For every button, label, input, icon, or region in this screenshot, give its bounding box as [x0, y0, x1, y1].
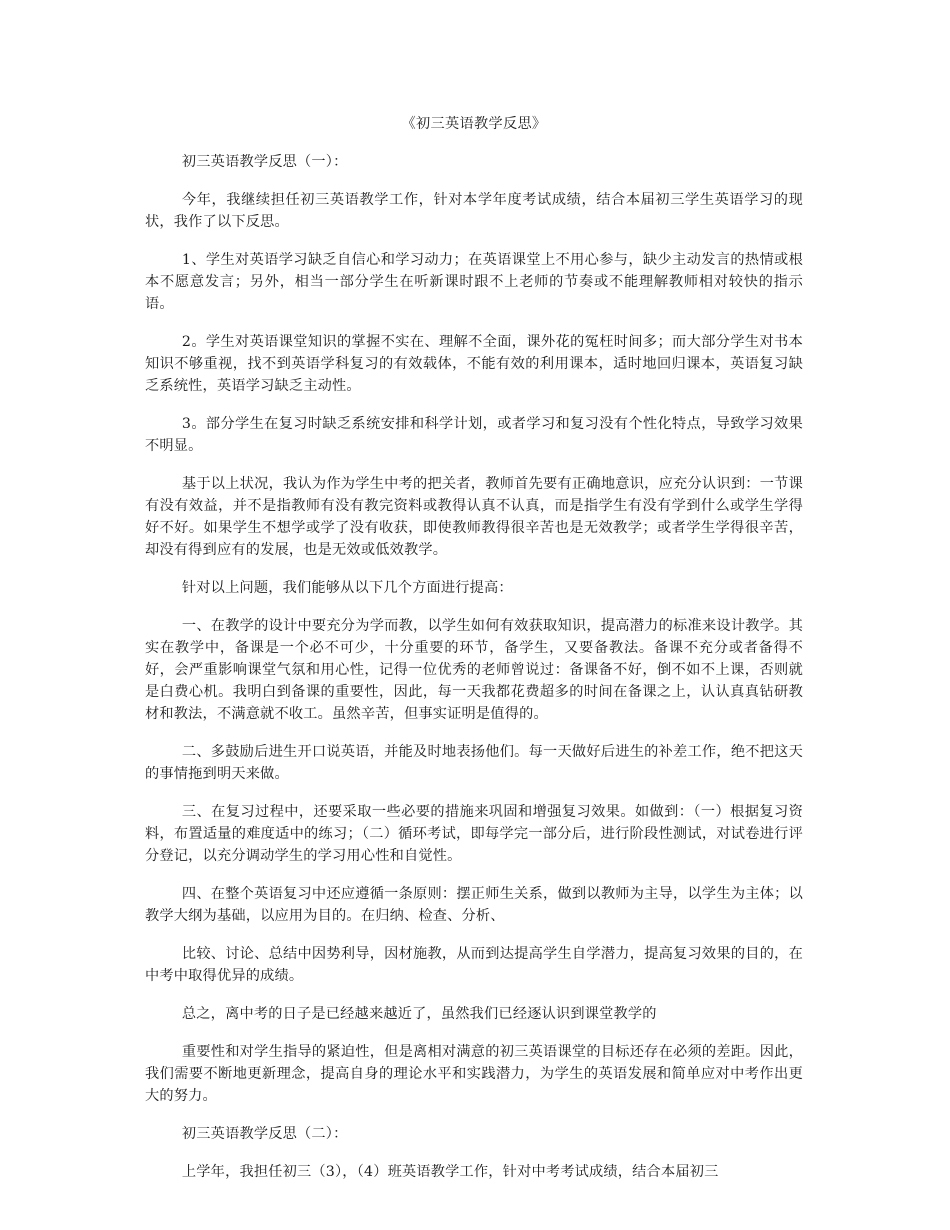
section-heading-1: 初三英语教学反思（一）： — [181, 154, 348, 170]
paragraph: 总之，离中考的日子是已经越来越近了，虽然我们已经逐认识到课堂教学的 — [181, 1006, 657, 1022]
paragraph: 二、多鼓励后进生开口说英语，并能及时地表扬他们。每一天做好后进生的补差工作，绝不把这天的事情拖到明天来做。 — [145, 744, 803, 782]
section-heading-2: 初三英语教学反思（二）： — [181, 1126, 348, 1142]
paragraph: 重要性和对学生指导的紧迫性，但是离相对满意的初三英语课堂的目标还存在必须的差距。因此，我们需要不断地更新理念，提高自身的理论水平和实践潜力，为学生的英语发展和简单应对中考作出更大的努力。 — [145, 1044, 803, 1104]
paragraph: 3。部分学生在复习时缺乏系统安排和科学计划，或者学习和复习没有个性化特点，导致学习效果不明显。 — [145, 416, 803, 454]
paragraph: 基于以上状况，我认为作为学生中考的把关者，教师首先要有正确地意识，应充分认识到：一节课有没有效益，并不是指教师有没有教完资料或教得认真不认真，而是指学生有没有学到什么或学生学得好不好。如果学生不想学或学了没有收获，即使教师教得很辛苦也是无效教学；或者学生学得很辛苦，却没有得到应有的发展，也是无效或低效教学。 — [145, 476, 803, 558]
paragraph: 比较、讨论、总结中因势利导，因材施教，从而到达提高学生自学潜力，提高复习效果的目的，在中考中取得优异的成绩。 — [145, 946, 803, 984]
document-page — [145, 113, 803, 1199]
document-title: 《初三英语教学反思》 — [401, 116, 547, 132]
paragraph: 上学年，我担任初三（3），（4）班英语教学工作，针对中考考试成绩，结合本届初三 — [181, 1164, 719, 1180]
paragraph: 2。学生对英语课堂知识的掌握不实在、理解不全面，课外花的冤枉时间多；而大部分学生对书本知识不够重视，找不到英语学科复习的有效载体，不能有效的利用课本，适时地回归课本，英语复习缺乏系统性，英语学习缺乏主动性。 — [145, 334, 803, 394]
paragraph: 一、在教学的设计中要充分为学而教，以学生如何有效获取知识，提高潜力的标准来设计教学。其实在教学中，备课是一个必不可少，十分重要的环节，备学生，又要备教法。备课不充分或者备得不好，会严重影响课堂气氛和用心性，记得一位优秀的老师曾说过：备课备不好，倒不如不上课，否则就是白费心机。我明白到备课的重要性，因此，每一天我都花费超多的时间在备课之上，认认真真钻研教材和教法，不满意就不收工。虽然辛苦，但事实证明是值得的。 — [145, 618, 803, 722]
paragraph: 三、在复习过程中，还要采取一些必要的措施来巩固和增强复习效果。如做到：（一）根据复习资料，布置适量的难度适中的练习；（二）循环考试，即每学完一部分后，进行阶段性测试，对试卷进行评分登记，以充分调动学生的学习用心性和自觉性。 — [145, 804, 803, 864]
paragraph: 1、学生对英语学习缺乏自信心和学习动力；在英语课堂上不用心参与，缺少主动发言的热情或根本不愿意发言；另外，相当一部分学生在听新课时跟不上老师的节奏或不能理解教师相对较快的指示语。 — [145, 252, 803, 312]
paragraph: 针对以上问题，我们能够从以下几个方面进行提高： — [181, 580, 513, 596]
paragraph: 今年，我继续担任初三英语教学工作，针对本学年度考试成绩，结合本届初三学生英语学习的现状，我作了以下反思。 — [145, 192, 803, 230]
paragraph: 四、在整个英语复习中还应遵循一条原则：摆正师生关系，做到以教师为主导，以学生为主体；以教学大纲为基础，以应用为目的。在归纳、检查、分析、 — [145, 886, 803, 924]
